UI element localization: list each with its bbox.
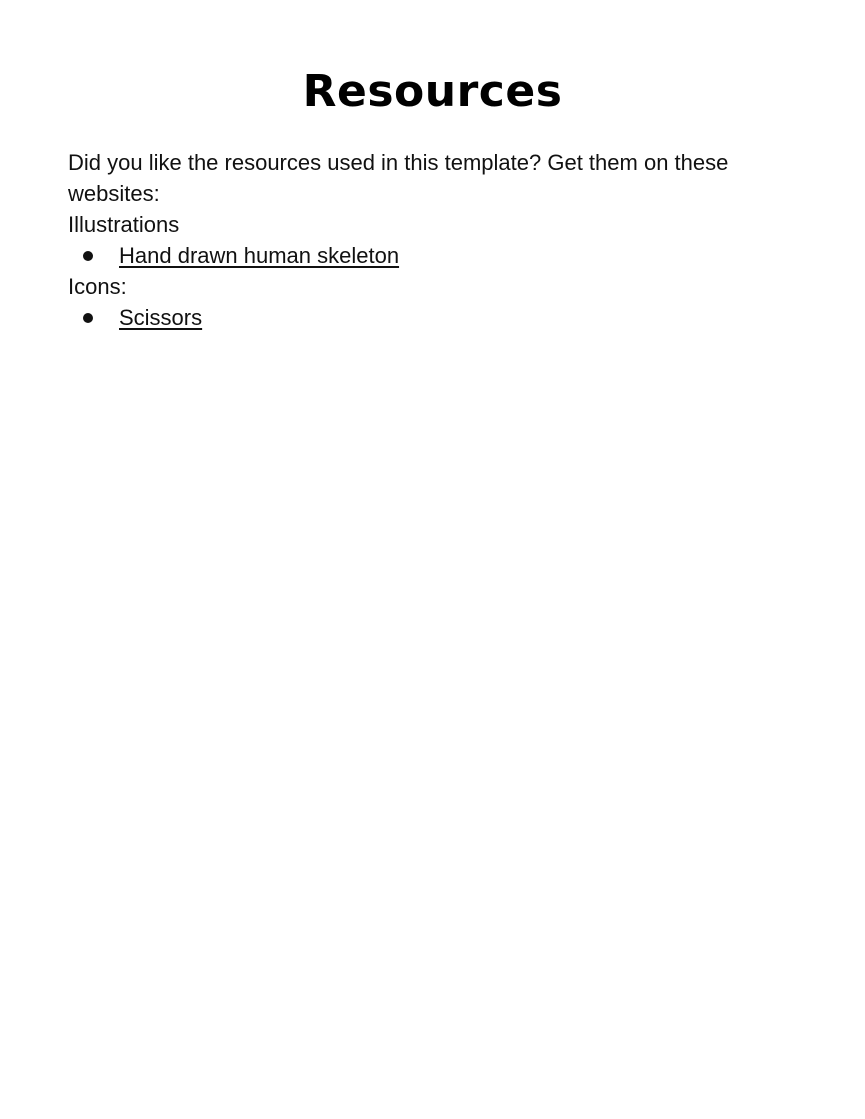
icons-list (68, 302, 808, 333)
bullet-icon (83, 313, 93, 323)
list-item (68, 302, 808, 333)
page-title: Resources (302, 66, 563, 117)
intro-paragraph: Did you like the resources used in this template? Get them on these websites: (68, 150, 729, 206)
link-hand-drawn-human-skeleton[interactable]: Hand drawn human skeleton (119, 243, 400, 268)
section-label-illustrations: Illustrations (68, 212, 180, 237)
section-label-icons: Icons: (68, 274, 127, 299)
document-body (68, 147, 808, 333)
illustrations-list (68, 240, 808, 271)
list-item (68, 240, 808, 271)
link-scissors[interactable]: Scissors (119, 305, 203, 330)
bullet-icon (83, 251, 93, 261)
